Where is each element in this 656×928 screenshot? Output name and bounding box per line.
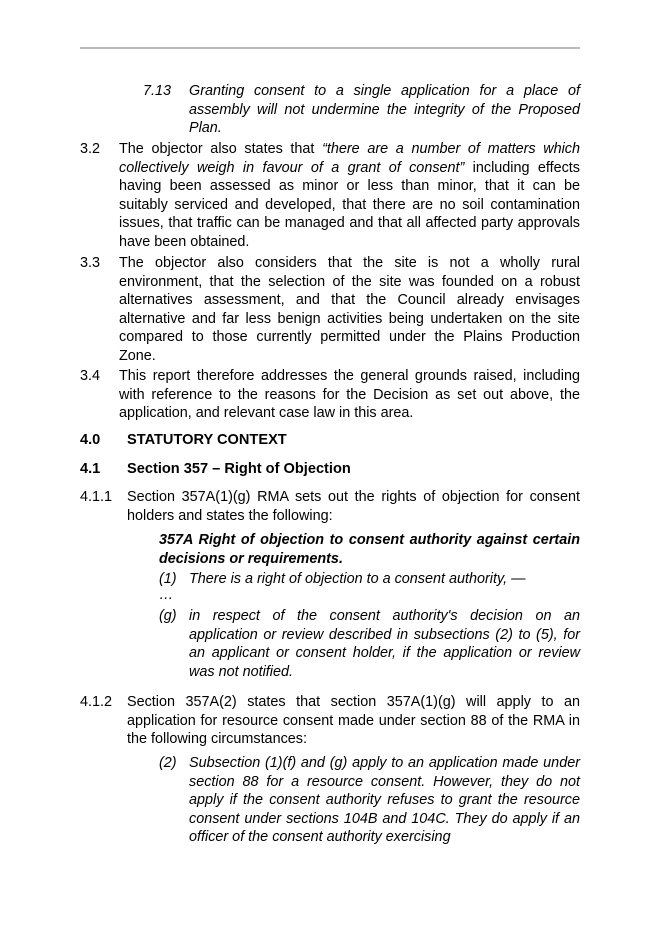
para-3-2-number: 3.2 <box>80 141 101 157</box>
para-3-2-rest: including effects having been assessed as minor or less than minor, that it can be suitably serviced and developed, that there are no soil contamination issues, that traffic can be managed and that all affected party approvals have been obtained. <box>119 159 580 250</box>
heading-4-1-title: Section 357 – Right of Objection <box>127 461 351 477</box>
para-3-2-lead: The objector also states that <box>119 141 323 157</box>
heading-4-1-number: 4.1 <box>80 461 101 477</box>
para-3-3-text: The objector also considers that the site is not a wholly rural environment, that the selection of the site was founded on a robust alternatives assessment, and that the Council already envisages alternative and far less benign activities being undertaken on the site compared to those currently permitted under the Plains Production Zone. <box>119 255 580 364</box>
quote-357a-title: 357A Right of objection to consent authority against certain decisions or requirements. <box>159 532 580 567</box>
para-4-1-1-number: 4.1.1 <box>80 489 113 505</box>
para-4-1-2-number: 4.1.2 <box>80 694 113 710</box>
quote-7-13-number: 7.13 <box>143 83 172 99</box>
para-4-1-2-text: Section 357A(2) states that section 357A(1)(g) will apply to an application for resource consent made under section 88 of the RMA in the following circumstances: <box>127 694 580 748</box>
para-4-1-1-text: Section 357A(1)(g) RMA sets out the rights of objection for consent holders and states the following: <box>127 489 580 524</box>
para-3-2-quote: “there are a number of matters which collectively weigh in favour of a grant of consent” <box>119 141 581 176</box>
quote-357a-2-text: Subsection (1)(f) and (g) apply to an application made under section 88 for a resource consent. However, they do not apply if the consent authority refuses to grant the resource consent under sections 104B and 104C. They do apply if an officer of the consent authority exercising <box>189 755 580 846</box>
para-3-3-number: 3.3 <box>80 255 101 271</box>
quote-7-13-text: Granting consent to a single application for a place of assembly will not undermine the integrity of the Proposed Plan. <box>189 83 580 137</box>
quote-357a-item-g-text: in respect of the consent authority's decision on an application or review described in subsections (2) to (5), for an applicant or consent holder, if the application or review was not notified. <box>189 608 580 680</box>
heading-4-0-title: STATUTORY CONTEXT <box>127 432 287 448</box>
quote-357a-item1-text: There is a right of objection to a consent authority, — <box>189 571 526 587</box>
quote-357a-item1-number: (1) <box>159 571 177 587</box>
header-rule <box>80 47 580 49</box>
quote-357a-ellipsis: … <box>159 587 174 603</box>
para-3-4-number: 3.4 <box>80 368 101 384</box>
quote-357a-item-g-number: (g) <box>159 608 177 624</box>
quote-357a-2-number: (2) <box>159 755 177 771</box>
heading-4-0-number: 4.0 <box>80 432 101 448</box>
para-3-2-text <box>119 140 580 252</box>
para-3-4-text: This report therefore addresses the general grounds raised, including with reference to the reasons for the Decision as set out above, the application, and relevant case law in this area. <box>119 368 580 422</box>
